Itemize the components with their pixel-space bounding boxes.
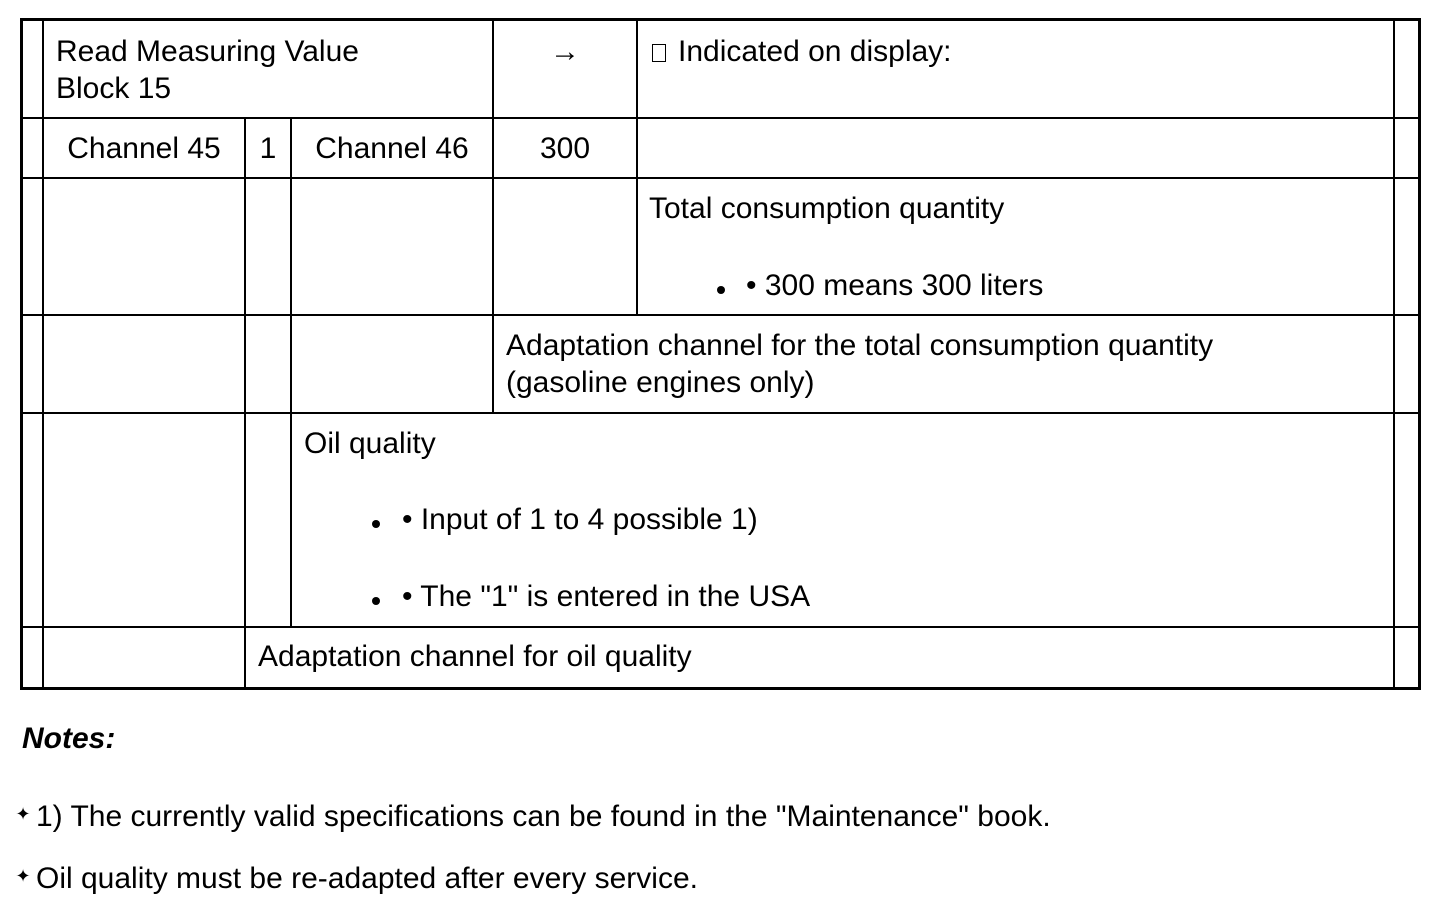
note-text: 1) The currently valid specifications can be found in the "Maintenance" book. — [36, 800, 1051, 833]
table-right-margin-line — [1393, 20, 1395, 688]
adaptation-total-line2: (gasoline engines only) — [506, 366, 815, 399]
channel-number-cell: 1 — [259, 132, 277, 165]
row-divider-5 — [22, 626, 1419, 628]
col-divider-arrow-right — [636, 20, 638, 316]
channel-46-cell: Channel 46 — [315, 132, 469, 165]
indicated-text: Indicated on display: — [678, 35, 952, 68]
oil-quality-label: Oil quality — [304, 427, 436, 460]
row-divider-1 — [22, 117, 1419, 119]
display-value-cell: 300 — [539, 132, 591, 165]
col-divider-arrow-left — [492, 20, 494, 414]
col-divider-num — [290, 117, 292, 628]
note-item — [10, 858, 698, 897]
oil-quality-bullet-1: • Input of 1 to 4 possible 1) — [402, 503, 758, 536]
notes-title: Notes: — [22, 722, 116, 755]
note-diamond-icon: ✦ — [15, 804, 31, 824]
total-consumption-bullet: • 300 means 300 liters — [746, 269, 1044, 302]
col-divider-ch45 — [244, 117, 246, 688]
header-title-line1: Read Measuring Value — [56, 35, 359, 68]
arrow-icon: → — [550, 35, 580, 68]
note-text: Oil quality must be re-adapted after every service. — [36, 862, 698, 895]
table-left-margin-line — [42, 20, 44, 688]
bullet-dot-icon — [372, 520, 380, 528]
oil-quality-bullet-2: • The "1" is entered in the USA — [402, 580, 811, 613]
adaptation-total-line1: Adaptation channel for the total consumption quantity — [506, 329, 1214, 362]
header-title-line2: Block 15 — [56, 72, 172, 105]
note-diamond-icon: ✦ — [15, 866, 31, 886]
total-consumption-label: Total consumption quantity — [649, 192, 1005, 225]
row-divider-4 — [22, 412, 1419, 414]
bullet-dot-icon — [372, 597, 380, 605]
row-divider-2 — [22, 177, 1419, 179]
row-divider-3 — [22, 314, 1419, 316]
channel-45-cell: Channel 45 — [67, 132, 221, 165]
note-item — [10, 796, 1051, 835]
bullet-dot-icon — [717, 286, 725, 294]
checkbox-icon — [652, 44, 666, 62]
indicated-label — [652, 33, 952, 70]
adaptation-oil-quality: Adaptation channel for oil quality — [258, 640, 692, 673]
